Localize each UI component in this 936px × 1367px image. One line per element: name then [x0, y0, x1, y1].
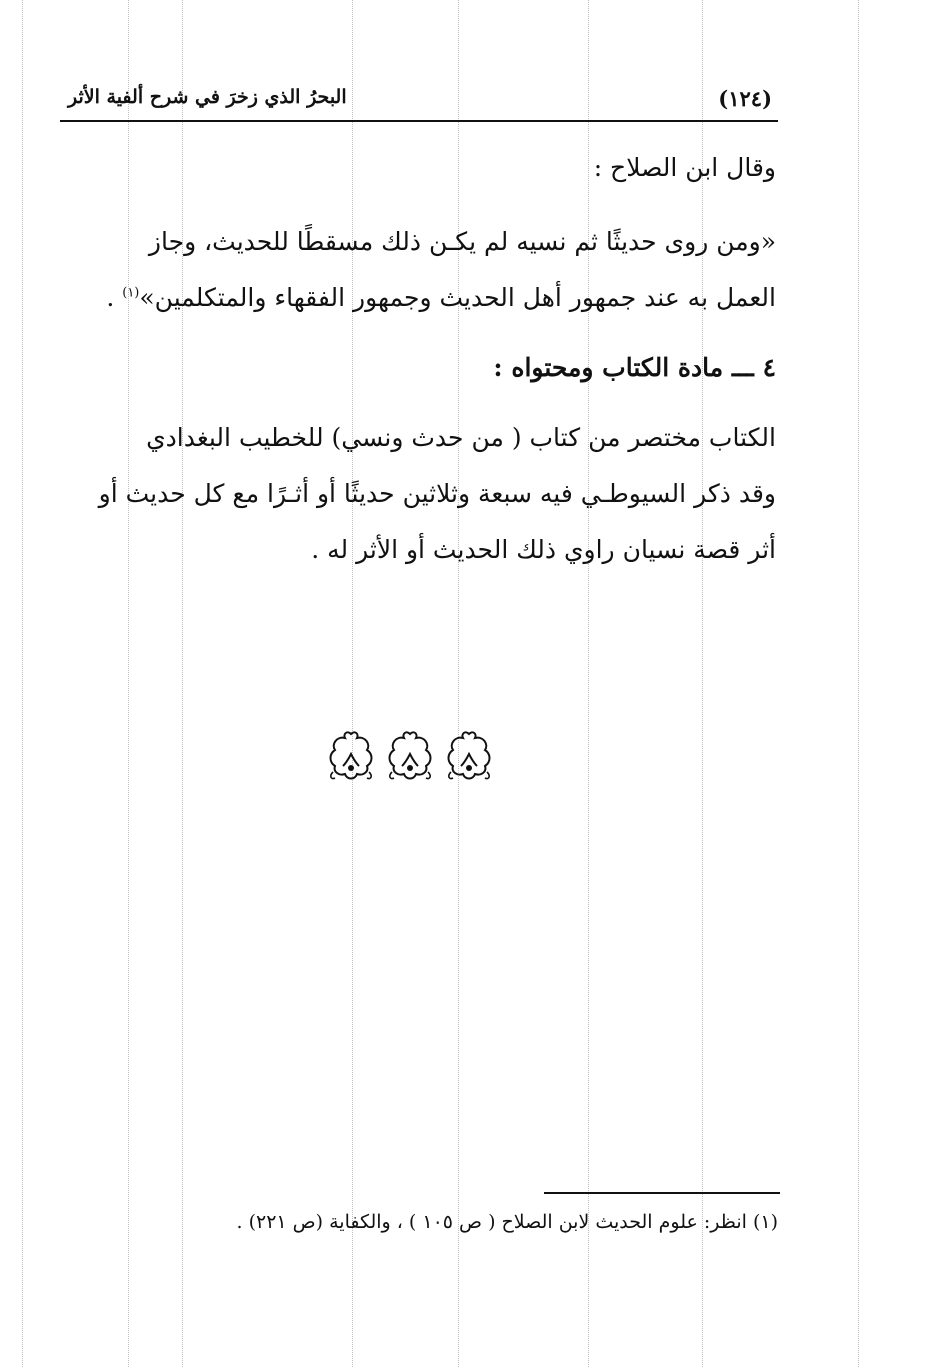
- floral-ornament-icon: [325, 728, 377, 784]
- paragraph-line-3: أثر قصة نسيان راوي ذلك الحديث أو الأثر له .: [311, 535, 776, 564]
- section-heading: ٤ ـــ مادة الكتاب ومحتواه :: [493, 353, 776, 382]
- running-title: البحرُ الذي زخرَ في شرح ألفية الأثر: [68, 86, 347, 108]
- footnote-rule: [544, 1192, 780, 1194]
- scan-artifact-line: [22, 0, 23, 1367]
- paragraph-intro: وقال ابن الصلاح :: [593, 153, 776, 182]
- footnote-reference[interactable]: (١): [122, 285, 140, 301]
- floral-ornament-icon: [384, 728, 436, 784]
- ornament-divider: [325, 728, 495, 788]
- paragraph-line-2: وقد ذكر السيوطـي فيه سبعة وثلاثين حديثًا أو أثـرًا مع كل حديث أو: [98, 479, 776, 508]
- paragraph-line-1: الكتاب مختصر من كتاب ( من حدث ونسي) للخطيب البغدادي: [146, 423, 776, 452]
- floral-ornament-icon: [443, 728, 495, 784]
- quote-line-1: «ومن روى حديثًا ثم نسيه لم يكـن ذلك مسقطًا للحديث، وجاز: [148, 227, 776, 256]
- page-number: (١٢٤): [718, 86, 772, 111]
- footnote: (١) انظر: علوم الحديث لابن الصلاح ( ص ١٠٥ ) ، والكفاية (ص ٢٢١) .: [236, 1211, 778, 1233]
- body-text: [60, 140, 776, 578]
- page-header: [60, 82, 778, 120]
- quote-end: .: [106, 283, 123, 312]
- scan-artifact-line: [858, 0, 859, 1367]
- quote-line-2-text: العمل به عند جمهور أهل الحديث وجمهور الفقهاء والمتكلمين»: [139, 283, 776, 312]
- header-rule: [60, 120, 778, 122]
- quote-line-2: [60, 270, 776, 326]
